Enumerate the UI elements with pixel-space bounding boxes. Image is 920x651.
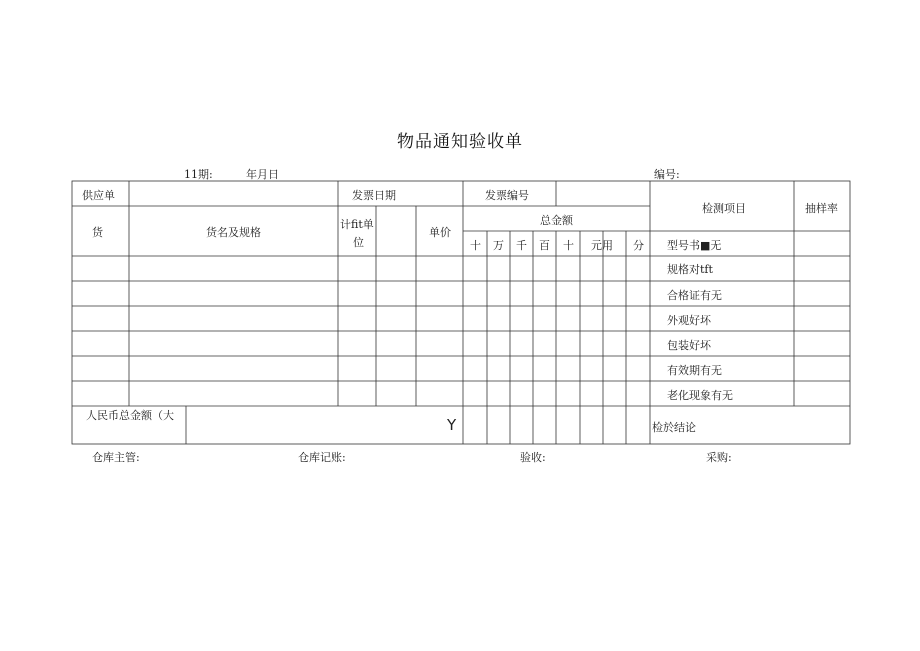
inspection-label: 验收: (520, 451, 546, 464)
unit-label-line1: 计fit单 (340, 218, 374, 231)
form-border (72, 181, 850, 444)
digit-label: 元用 (591, 239, 613, 252)
digit-label: 十 (563, 239, 574, 252)
inspection-item: 型号书■无 (667, 239, 722, 252)
warehouse-manager-label: 仓库主管: (92, 451, 140, 464)
unit-label-line2: 位 (353, 236, 364, 249)
inspection-item: 合格证有无 (667, 289, 722, 302)
name-spec-label: 货名及规格 (206, 226, 261, 239)
invoice-date-label: 发票日期 (352, 189, 396, 202)
date-label: 11期: (184, 168, 213, 181)
inspection-item: 外观好坏 (667, 314, 711, 327)
total-amount-words-label: 人民币总金额（大 (86, 409, 174, 422)
digit-label: 万 (493, 239, 504, 252)
supplier-label: 供应单 (82, 189, 115, 202)
digit-label: 分 (633, 239, 644, 252)
digit-label: 百 (539, 239, 550, 252)
sampling-rate-label: 抽样率 (805, 202, 838, 215)
warehouse-clerk-label: 仓库记账: (298, 451, 346, 464)
inspection-item: 规格对tft (667, 263, 713, 276)
invoice-number-label: 发票编号 (485, 189, 529, 202)
inspection-item: 包装好坏 (667, 339, 711, 352)
inspection-item: 老化现象有无 (667, 389, 733, 402)
date-value: 年月日 (246, 168, 279, 181)
inspection-item-label: 检测项目 (702, 202, 746, 215)
page-title: 物品通知验收单 (397, 132, 523, 152)
digit-label: 千 (516, 239, 527, 252)
goods-label: 货 (92, 226, 103, 239)
conclusion-label: 检於结论 (652, 421, 696, 434)
digit-label: 十 (470, 239, 481, 252)
inspection-item: 有效期有无 (667, 364, 722, 377)
total-amount-label: 总金额 (540, 214, 573, 227)
currency-symbol: Y (447, 416, 457, 434)
number-label: 编号: (654, 168, 680, 181)
unit-price-label: 单价 (429, 226, 451, 239)
purchasing-label: 采购: (706, 451, 732, 464)
